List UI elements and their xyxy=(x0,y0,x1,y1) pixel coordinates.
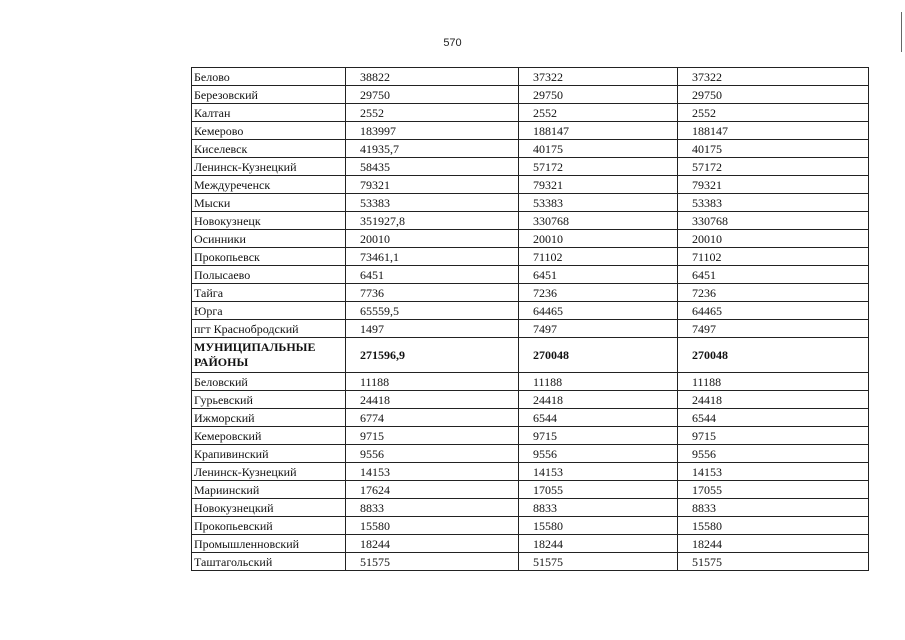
value-cell-3: 24418 xyxy=(678,391,869,409)
row-name-cell: Таштагольский xyxy=(192,553,346,571)
row-name-cell: Ижморский xyxy=(192,409,346,427)
table-row xyxy=(192,302,869,320)
table-row xyxy=(192,104,869,122)
value-cell-3: 29750 xyxy=(678,86,869,104)
value-cell-2: 270048 xyxy=(519,338,678,373)
value-cell-1: 58435 xyxy=(346,158,519,176)
row-name-cell: Беловский xyxy=(192,373,346,391)
row-name-cell: Осинники xyxy=(192,230,346,248)
value-cell-1: 79321 xyxy=(346,176,519,194)
value-cell-1: 17624 xyxy=(346,481,519,499)
value-cell-3: 8833 xyxy=(678,499,869,517)
value-cell-1: 41935,7 xyxy=(346,140,519,158)
value-cell-2: 37322 xyxy=(519,68,678,86)
value-cell-1: 24418 xyxy=(346,391,519,409)
value-cell-2: 188147 xyxy=(519,122,678,140)
value-cell-2: 29750 xyxy=(519,86,678,104)
value-cell-1: 9715 xyxy=(346,427,519,445)
value-cell-3: 6451 xyxy=(678,266,869,284)
row-name-cell: Мыски xyxy=(192,194,346,212)
value-cell-3: 18244 xyxy=(678,535,869,553)
value-cell-3: 11188 xyxy=(678,373,869,391)
value-cell-1: 7736 xyxy=(346,284,519,302)
value-cell-2: 18244 xyxy=(519,535,678,553)
value-cell-3: 9715 xyxy=(678,427,869,445)
scan-edge-mark xyxy=(901,12,902,52)
value-cell-3: 64465 xyxy=(678,302,869,320)
value-cell-2: 71102 xyxy=(519,248,678,266)
row-name-cell: Полысаево xyxy=(192,266,346,284)
value-cell-3: 270048 xyxy=(678,338,869,373)
table-row xyxy=(192,463,869,481)
value-cell-2: 8833 xyxy=(519,499,678,517)
table-row xyxy=(192,158,869,176)
value-cell-2: 14153 xyxy=(519,463,678,481)
value-cell-2: 6544 xyxy=(519,409,678,427)
row-name-cell: Кемерово xyxy=(192,122,346,140)
value-cell-2: 57172 xyxy=(519,158,678,176)
value-cell-3: 37322 xyxy=(678,68,869,86)
row-name-cell: Промышленновский xyxy=(192,535,346,553)
row-name-cell: Прокопьевск xyxy=(192,248,346,266)
table-row xyxy=(192,373,869,391)
value-cell-2: 51575 xyxy=(519,553,678,571)
table-row xyxy=(192,535,869,553)
value-cell-3: 71102 xyxy=(678,248,869,266)
value-cell-3: 6544 xyxy=(678,409,869,427)
row-name-cell: Мариинский xyxy=(192,481,346,499)
value-cell-2: 11188 xyxy=(519,373,678,391)
value-cell-3: 7497 xyxy=(678,320,869,338)
value-cell-1: 65559,5 xyxy=(346,302,519,320)
value-cell-1: 15580 xyxy=(346,517,519,535)
value-cell-2: 7236 xyxy=(519,284,678,302)
row-name-cell: Киселевск xyxy=(192,140,346,158)
table-body xyxy=(192,68,869,571)
value-cell-1: 351927,8 xyxy=(346,212,519,230)
row-name-cell: Новокузнецк xyxy=(192,212,346,230)
value-cell-1: 29750 xyxy=(346,86,519,104)
value-cell-1: 14153 xyxy=(346,463,519,481)
value-cell-2: 40175 xyxy=(519,140,678,158)
value-cell-3: 330768 xyxy=(678,212,869,230)
table-row xyxy=(192,68,869,86)
value-cell-2: 2552 xyxy=(519,104,678,122)
value-cell-3: 17055 xyxy=(678,481,869,499)
row-name-cell: Тайга xyxy=(192,284,346,302)
table-row xyxy=(192,391,869,409)
value-cell-2: 330768 xyxy=(519,212,678,230)
row-name-cell: Гурьевский xyxy=(192,391,346,409)
table-row xyxy=(192,248,869,266)
table-row xyxy=(192,499,869,517)
row-name-cell: Кемеровский xyxy=(192,427,346,445)
value-cell-3: 40175 xyxy=(678,140,869,158)
value-cell-1: 2552 xyxy=(346,104,519,122)
value-cell-1: 9556 xyxy=(346,445,519,463)
value-cell-1: 53383 xyxy=(346,194,519,212)
value-cell-2: 64465 xyxy=(519,302,678,320)
row-name-cell: Белово xyxy=(192,68,346,86)
table-row xyxy=(192,86,869,104)
value-cell-1: 38822 xyxy=(346,68,519,86)
value-cell-3: 14153 xyxy=(678,463,869,481)
page-number: 570 xyxy=(443,37,462,49)
value-cell-1: 18244 xyxy=(346,535,519,553)
table-row xyxy=(192,427,869,445)
value-cell-3: 20010 xyxy=(678,230,869,248)
value-cell-2: 20010 xyxy=(519,230,678,248)
row-name-cell: Ленинск-Кузнецкий xyxy=(192,463,346,481)
row-name-cell: Междуреченск xyxy=(192,176,346,194)
value-cell-2: 6451 xyxy=(519,266,678,284)
value-cell-1: 11188 xyxy=(346,373,519,391)
value-cell-3: 15580 xyxy=(678,517,869,535)
value-cell-1: 1497 xyxy=(346,320,519,338)
budget-table xyxy=(191,67,869,571)
value-cell-3: 57172 xyxy=(678,158,869,176)
value-cell-2: 9556 xyxy=(519,445,678,463)
value-cell-3: 51575 xyxy=(678,553,869,571)
table-row xyxy=(192,212,869,230)
row-name-cell: Ленинск-Кузнецкий xyxy=(192,158,346,176)
table-row xyxy=(192,176,869,194)
table-row xyxy=(192,553,869,571)
row-name-cell: Крапивинский xyxy=(192,445,346,463)
value-cell-3: 9556 xyxy=(678,445,869,463)
row-name-cell: МУНИЦИПАЛЬНЫЕ РАЙОНЫ xyxy=(192,338,346,373)
table-row xyxy=(192,284,869,302)
value-cell-1: 183997 xyxy=(346,122,519,140)
section-row xyxy=(192,338,869,373)
value-cell-2: 9715 xyxy=(519,427,678,445)
value-cell-3: 188147 xyxy=(678,122,869,140)
table-row xyxy=(192,481,869,499)
value-cell-3: 2552 xyxy=(678,104,869,122)
table-row xyxy=(192,517,869,535)
row-name-cell: Березовский xyxy=(192,86,346,104)
value-cell-1: 6451 xyxy=(346,266,519,284)
table-row xyxy=(192,194,869,212)
table-row xyxy=(192,140,869,158)
value-cell-2: 79321 xyxy=(519,176,678,194)
value-cell-2: 17055 xyxy=(519,481,678,499)
value-cell-1: 20010 xyxy=(346,230,519,248)
value-cell-2: 15580 xyxy=(519,517,678,535)
row-name-cell: Прокопьевский xyxy=(192,517,346,535)
row-name-cell: Юрга xyxy=(192,302,346,320)
value-cell-3: 79321 xyxy=(678,176,869,194)
table-row xyxy=(192,266,869,284)
value-cell-2: 7497 xyxy=(519,320,678,338)
value-cell-3: 53383 xyxy=(678,194,869,212)
value-cell-1: 6774 xyxy=(346,409,519,427)
table-row xyxy=(192,122,869,140)
value-cell-2: 53383 xyxy=(519,194,678,212)
value-cell-1: 51575 xyxy=(346,553,519,571)
value-cell-3: 7236 xyxy=(678,284,869,302)
table-row xyxy=(192,320,869,338)
row-name-cell: пгт Краснобродский xyxy=(192,320,346,338)
value-cell-1: 8833 xyxy=(346,499,519,517)
table-row xyxy=(192,230,869,248)
table-row xyxy=(192,445,869,463)
value-cell-1: 271596,9 xyxy=(346,338,519,373)
value-cell-2: 24418 xyxy=(519,391,678,409)
row-name-cell: Калтан xyxy=(192,104,346,122)
row-name-cell: Новокузнецкий xyxy=(192,499,346,517)
table-row xyxy=(192,409,869,427)
value-cell-1: 73461,1 xyxy=(346,248,519,266)
